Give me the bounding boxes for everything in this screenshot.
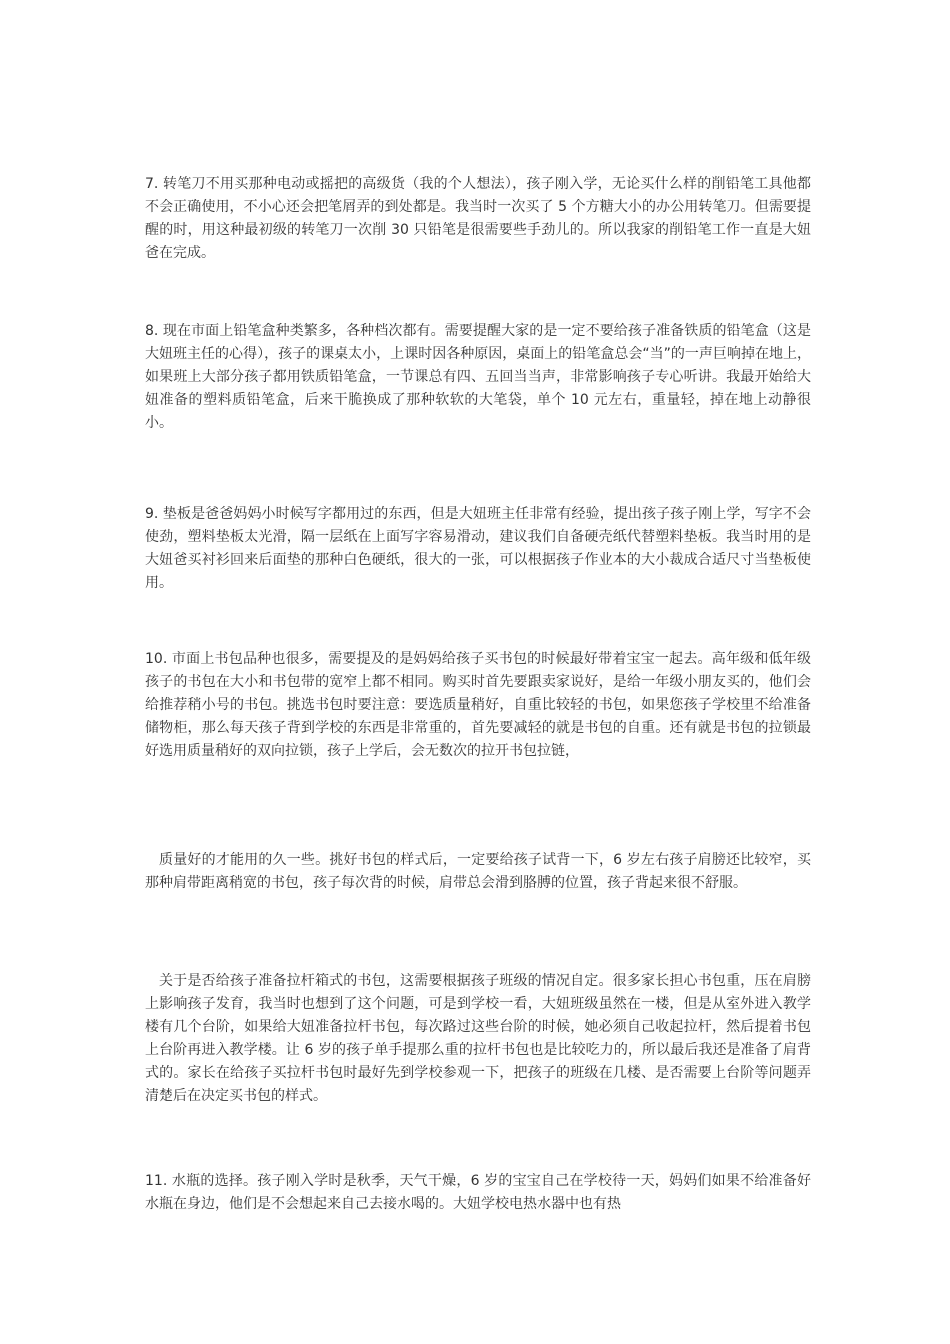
paragraph-11-water-bottle: 11. 水瓶的选择。孩子刚入学时是秋季，天气干燥，6 岁的宝宝自己在学校待一天，妈妈们如果不给准备好水瓶在身边，他们是不会想起来自己去接水喝的。大妞学校电热水器中也有热: [145, 1173, 811, 1212]
paragraph-9-writing-pad: 9. 垫板是爸爸妈妈小时候写字都用过的东西，但是大妞班主任非常有经验，提出孩子孩子刚上学，写字不会使劲，塑料垫板太光滑，隔一层纸在上面写字容易滑动，建议我们自备硬壳纸代替塑料垫板。我当时用的是大妞爸买衬衫回来后面垫的那种白色硬纸，很大的一张，可以根据孩子作业本的大小裁成合适尺寸当垫板使用。: [145, 506, 811, 591]
paragraph-trolley-bag: 关于是否给孩子准备拉杆箱式的书包，这需要根据孩子班级的情况自定。很多家长担心书包重，压在肩膀上影响孩子发育，我当时也想到了这个问题，可是到学校一看，大妞班级虽然在一楼，但是从室外进入教学楼有几个台阶，如果给大妞准备拉杆书包，每次路过这些台阶的时候，她必须自己收起拉杆，然后提着书包上台阶再进入教学楼。让 6 岁的孩子单手提那么重的拉杆书包也是比较吃力的，所以最后我还是准备了肩背式的。家长在给孩子买拉杆书包时最好先到学校参观一下，把孩子的班级在几楼、是否需要上台阶等问题弄清楚后在决定买书包的样式。: [145, 973, 811, 1104]
paragraph-8-pencil-case: 8. 现在市面上铅笔盒种类繁多，各种档次都有。需要提醒大家的是一定不要给孩子准备铁质的铅笔盒（这是大妞班主任的心得），孩子的课桌太小，上课时因各种原因，桌面上的铅笔盒总会“当”的一声巨响掉在地上，如果班上大部分孩子都用铁质铅笔盒，一节课总有四、五回当当声，非常影响孩子专心听讲。我最开始给大妞准备的塑料质铅笔盒，后来干脆换成了那种软软的大笔袋，单个 10 元左右，重量轻，掉在地上动静很小。: [145, 323, 811, 431]
paragraph-7-pencil-sharpener: 7. 转笔刀不用买那种电动或摇把的高级货（我的个人想法），孩子刚入学，无论买什么样的削铅笔工具他都不会正确使用，不小心还会把笔屑弄的到处都是。我当时一次买了 5 个方糖大小的办公用转笔刀。但需要提醒的时，用这种最初级的转笔刀一次削 30 只铅笔是很需要些手劲儿的。所以我家的削铅笔工作一直是大妞爸在完成。: [145, 176, 811, 261]
paragraph-10-schoolbag: 10. 市面上书包品种也很多，需要提及的是妈妈给孩子买书包的时候最好带着宝宝一起去。高年级和低年级孩子的书包在大小和书包带的宽窄上都不相同。购买时首先要跟卖家说好，是给一年级小朋友买的，他们会给推荐稍小号的书包。挑选书包时要注意：要选质量稍好，自重比较轻的书包，如果您孩子学校里不给准备储物柜，那么每天孩子背到学校的东西是非常重的，首先要减轻的就是书包的自重。还有就是书包的拉锁最好选用质量稍好的双向拉锁，孩子上学后，会无数次的拉开书包拉链，: [145, 651, 811, 759]
paragraph-schoolbag-fit: 质量好的才能用的久一些。挑好书包的样式后，一定要给孩子试背一下，6 岁左右孩子肩膀还比较窄，买那种肩带距离稍宽的书包，孩子每次背的时候，肩带总会滑到胳膊的位置，孩子背起来很不舒服。: [145, 852, 811, 891]
